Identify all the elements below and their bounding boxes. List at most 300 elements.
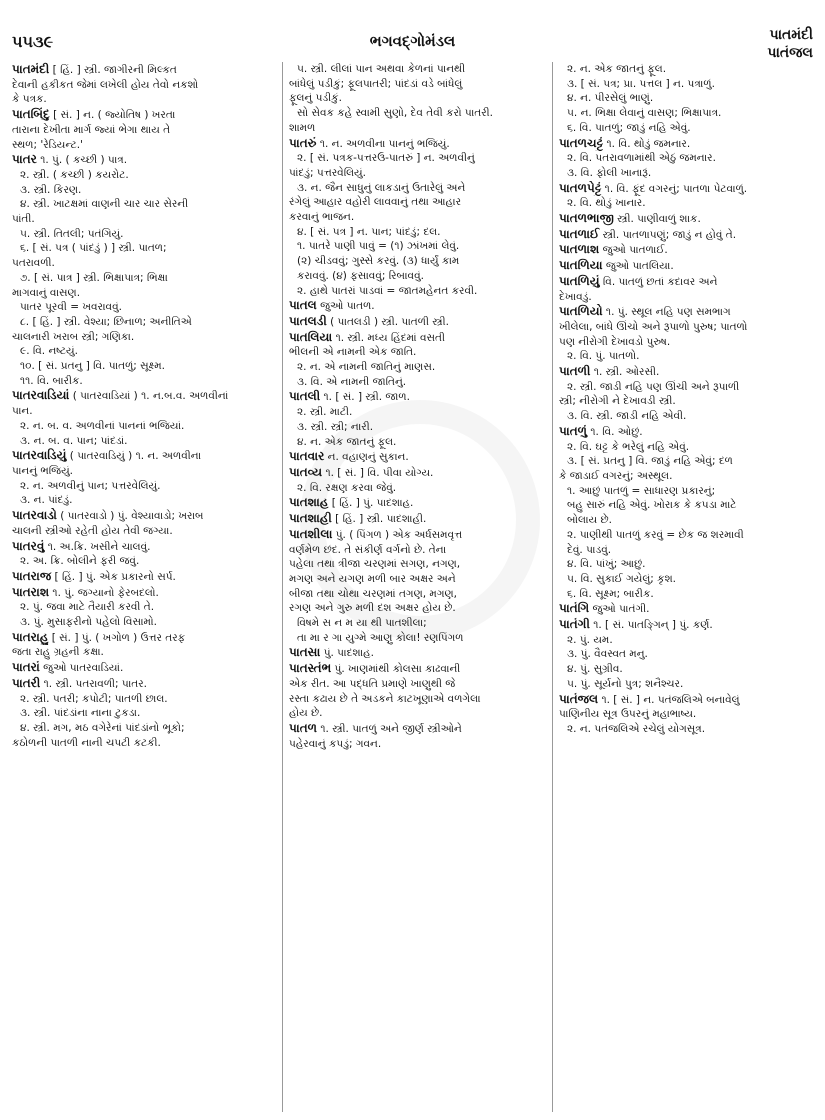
entry-line <box>12 569 274 585</box>
entry-text: જતા રાહુ ગ્રહની કક્ષા. <box>12 646 104 659</box>
definition-line <box>289 225 547 240</box>
definition-line <box>559 166 819 181</box>
definition-line <box>559 349 819 364</box>
entry-text: ૩. ન. જૈન સાધુનું લાકડાનું ઉતારેલું અને <box>297 181 466 194</box>
entry-text: ૫. સ્ત્રી. લીલાં પાન અથવા કેળનાં પાનથી <box>297 63 466 75</box>
entry-text: ૪. ન. પીરસેલું ભાણું. <box>567 92 654 105</box>
entry-line <box>559 692 819 708</box>
entry-text: કરવાનું ભાજન. <box>289 211 355 224</box>
definition-line <box>559 394 819 409</box>
definition-line <box>12 227 274 242</box>
entry-text: હોય છે. <box>289 707 323 720</box>
definition-line <box>12 241 274 256</box>
definition-line <box>12 286 274 301</box>
entry-text: ૨. ન. પતંજલિએ રચેલું યોગસૂત્ર. <box>567 722 706 735</box>
definition-line <box>289 405 547 420</box>
definition-line <box>12 330 274 345</box>
entry-text: પહેલા તથા ત્રીજા ચરણમાં સગણ, નગણ, <box>289 558 461 571</box>
headword: પાતળિયા <box>559 258 603 273</box>
entry-text: કઠોળની પાતળી નાની ચપટી કટકી. <box>12 736 161 749</box>
entry-text: ૧. વિ. ફૂંદ વગરનું; પાતળા પેટવાળું. <box>601 182 748 195</box>
entry-text: ફૂલનું પડીકું. <box>289 92 342 105</box>
definition-line <box>559 543 819 558</box>
definition-line <box>289 77 547 92</box>
entry-text: જુઓ પાતરવાડિયાં. <box>39 662 124 675</box>
entry-text: જુઓ પાતલિયા. <box>602 260 674 273</box>
headword: પાતર <box>12 152 37 167</box>
entry-text: પહેરવાનું કપડું; ગવન. <box>289 737 382 750</box>
entry-text: ૨. સ્ત્રી. પતરી; કપોટી; પાતળી છાલ. <box>20 692 168 705</box>
entry-line <box>559 211 819 227</box>
definition-line <box>289 481 547 496</box>
entry-text: ૬. વિ. પાતળું; જાડું નહિ એવું. <box>567 121 691 134</box>
entry-text: ૨. વિ. પતરાવળામાંથી એઠું જમનાર. <box>567 152 716 165</box>
headword: પાતળભાજી <box>559 211 614 226</box>
column-3 <box>552 62 819 1112</box>
entry-line <box>289 721 547 737</box>
entry-text: બાંધેલું પડીકું; ફૂલપાતરી; પાંદડાં વડે બાંધેલું <box>289 77 463 90</box>
headword: પાતલિયા <box>289 329 333 344</box>
entry-text: [ સં. ] પું. ( ખગોળ ) ઉત્તર તરફ <box>48 631 186 644</box>
headword: પાતલ <box>289 298 317 313</box>
definition-line <box>12 344 274 359</box>
definition-line <box>559 196 819 211</box>
entry-text: ૨. વિ. પું. પાતળો. <box>567 350 640 363</box>
definition-line <box>289 706 547 721</box>
definition-line <box>559 469 819 484</box>
headword: પાતંજલ <box>559 691 599 706</box>
entry-text: ભીલની એ નામની એક જાતિ. <box>289 346 417 359</box>
entry-text: ૫. પું. સૂર્યનો પુત્ર; શનૈશ્ચર. <box>567 677 684 690</box>
entry-text: ૨. ન. એ નામની જાતિનું માણસ. <box>297 361 436 374</box>
headword: પાતરી <box>12 675 41 690</box>
entry-text: (૨) ચીડવવું; ગુસ્સે કરવું. (૩) ધાર્યું કામ <box>297 255 460 268</box>
definition-line <box>12 359 274 374</box>
entry-text: બીજા તથા ચોથા ચરણમાં તગણ, મગણ, <box>289 587 458 600</box>
headword: પાતળાશ <box>559 242 600 257</box>
entry-line <box>12 660 274 676</box>
entry-text: રંગેલું આહાર વહોરી લાવવાનું તથા આહાર <box>289 196 462 209</box>
definition-line <box>12 479 274 494</box>
definition-line <box>12 212 274 227</box>
entry-line <box>12 388 274 404</box>
entry-text: ૨. પું. યમ. <box>567 633 613 646</box>
entry-line <box>289 465 547 481</box>
entry-text: શામળ <box>289 121 316 134</box>
entry-text: ૨. વિ. રક્ષણ કરવા જેવું. <box>297 481 397 494</box>
entry-line <box>559 227 819 243</box>
entry-line <box>559 304 819 320</box>
definition-line <box>559 587 819 602</box>
entry-text: ૪. વિ. પાંખું; આછું. <box>567 558 646 571</box>
entry-text: ૨. સ્ત્રી. માટી. <box>297 406 353 419</box>
entry-text: રસ્તા કઢાય છે તે અડકને કાટખૂણાએ વળગેલા <box>289 692 481 705</box>
column-1 <box>12 62 274 1112</box>
entry-line <box>289 527 547 543</box>
definition-line <box>12 404 274 419</box>
entry-text: ૫. સ્ત્રી. તિતલી; પતંગિયું. <box>20 227 124 240</box>
entry-line <box>559 601 819 617</box>
entry-text: જુઓ પાતંગી. <box>589 603 650 616</box>
entry-text: સ્ત્રી. પાતળાપણું; જાડું ન હોવું તે. <box>599 228 737 241</box>
entry-text: ( પાતલડી ) સ્ત્રી. પાતળી સ્ત્રી. <box>326 315 449 328</box>
entry-text: પાણિનીય સૂત્ર ઉપરનું મહાભાષ્ય. <box>559 708 697 721</box>
entry-text: ૫. ન. ભિક્ષા લેવાનું વાસણ; ભિક્ષાપાત્ર. <box>567 107 722 120</box>
entry-text: રગણ અને ગુરુ મળી દશ અક્ષર હોય છે. <box>289 602 456 615</box>
definition-line <box>289 239 547 254</box>
entry-text: ૨. સ્ત્રી. જાડી નહિ પણ ઊંચી અને રૂપાળી <box>567 380 740 393</box>
page-number: ૫૫૩૯ <box>12 32 54 51</box>
entry-text: ૨. ન. અળવીનું પાન; પત્તરવેલિયું. <box>20 479 161 492</box>
definition-line <box>289 195 547 210</box>
definition-line <box>559 380 819 395</box>
entry-text: ૨. વિ. ઘટ્ટ કે ભરેલું નહિ એવું. <box>567 440 690 453</box>
entry-text: ૩. વિ. સ્ત્રી. જાડી નહિ એવી. <box>567 410 687 423</box>
entry-text: પાંદડું; પત્તરવેલિયું. <box>289 166 366 179</box>
entry-text: દેખાવડું. <box>559 290 592 303</box>
definition-line <box>289 121 547 136</box>
entry-text: [ હિં. ] સ્ત્રી. પાદશાહી. <box>331 513 427 526</box>
definition-line <box>559 722 819 737</box>
entry-text: ન. વહાણનું સુકાન. <box>324 451 409 464</box>
entry-text: ૧. પાતરે પાણી પાવું = (૧) ઝાંખમાં લેવું. <box>297 240 460 253</box>
entry-text: પાન. <box>12 405 33 418</box>
definition-line <box>12 256 274 271</box>
definition-line <box>289 737 547 752</box>
entry-text: ૨. હાથે પાતરાં પાડવાં = જાતમહેનત કરવી. <box>297 284 478 297</box>
definition-line <box>12 736 274 751</box>
definition-line <box>289 375 547 390</box>
entry-line <box>12 62 274 78</box>
entry-text: ૧. વિ. ઓછું. <box>587 425 643 438</box>
entry-text: વર્ણમેળ છંદ. તે સંકીર્ણ વર્ગનો છે. તેના <box>289 543 447 556</box>
entry-text: ૩. વિ. ફોલી ખાનારૂં. <box>567 166 652 179</box>
entry-text: ૧. વિ. થોડું જમનાર. <box>603 137 691 150</box>
entry-text: ૨. સ્ત્રી. ( કચ્છી ) કયરોટ. <box>20 168 129 181</box>
definition-line <box>289 91 547 106</box>
entry-text: કરાવવું. (૪) ફસાવવું; રિબાવવું. <box>297 269 424 282</box>
entry-text: તા મા ર ગા યુગ્મે આણુ કોલા! રણપિંગળ <box>297 631 464 644</box>
definition-line <box>559 290 819 305</box>
entry-text: ૧. આછું પાતળું = સાધારણ પ્રકારનું; <box>567 484 716 497</box>
headword: પાતવ્ય <box>289 464 323 479</box>
entry-text: ૨. [ સં. પત્રક-પત્તરઉં-પાતરું ] ન. અળવીનું <box>297 152 475 165</box>
headword: પાતરાં <box>12 660 40 675</box>
headword: પાતરવું <box>12 538 45 553</box>
entry-text: ૧. [ સં. ] ન. પતંજલિએ બનાવેલું <box>598 693 740 706</box>
entry-text: ૧. [ સં. ] વિ. પીવા યોગ્ય. <box>322 466 434 479</box>
definition-line <box>559 633 819 648</box>
entry-text: ૨. પું. જવા માટે તૈયારી કરવી તે. <box>20 601 155 614</box>
guide-words <box>767 26 813 62</box>
entry-line <box>12 539 274 555</box>
definition-line <box>289 631 547 646</box>
entry-text: ૧. પું. ( કચ્છી ) પાત્ર. <box>36 154 128 167</box>
entry-text: [ સં. ] ન. ( જ્યોતિષ ) ખરતા <box>49 109 176 122</box>
headword: પાતળી <box>559 364 591 379</box>
definition-line <box>559 320 819 335</box>
entry-text: [ હિં. ] સ્ત્રી. જાગીરની મિલ્કત <box>49 64 177 76</box>
entry-text: દેવાની હકીકત જેમાં લખેલી હોય તેવો નકશો <box>12 78 199 91</box>
entry-line <box>559 364 819 380</box>
entry-line <box>12 152 274 168</box>
definition-line <box>12 615 274 630</box>
entry-line <box>289 330 547 346</box>
entry-text: વિ. પાતળું છતાં કદાવર અને <box>599 275 718 288</box>
entry-text: ૧. સ્ત્રી. પતરાવળી; પાતર. <box>40 677 148 690</box>
headword: પાતશાહ <box>289 495 329 510</box>
entry-line <box>12 448 274 464</box>
entry-line <box>289 661 547 677</box>
entry-text: પાતર પૂરવી = ખવરાવવું. <box>20 301 122 314</box>
headword: પાતલી <box>289 389 321 404</box>
entry-text: જુઓ પાતળાઈ. <box>599 244 668 257</box>
entry-text: એક રીત. આ પદ્ધતિ પ્રમાણે ખાણુથી જે <box>289 677 456 690</box>
headword: પાતળિયો <box>559 304 603 319</box>
entry-line <box>12 508 274 524</box>
entry-line <box>12 107 274 123</box>
definition-line <box>12 374 274 389</box>
definition-line <box>559 557 819 572</box>
headword: પાતંગી <box>559 617 590 632</box>
entry-text: ૯. વિ. નષ્ટયું. <box>20 345 78 358</box>
entry-text: ૬. વિ. સૂક્ષ્મ; બારીક. <box>567 587 654 600</box>
entry-line <box>289 298 547 314</box>
entry-text: ૨. પાણીથી પાતળું કરવું = છેક જ શરમાવી <box>567 528 744 541</box>
entry-text: ૧. પું. જગ્યાનો ફેરબદલો. <box>49 586 159 599</box>
definition-line <box>289 210 547 225</box>
entry-text: [ હિં. ] પું. પાદશાહ. <box>328 497 414 510</box>
entry-text: કે જાડાઈ વગરનું; અસ્થૂલ. <box>559 469 673 482</box>
entry-text: મગણ અને યગણ મળી બાર અક્ષર અને <box>289 572 456 585</box>
definition-line <box>559 454 819 469</box>
definition-line <box>289 587 547 602</box>
definition-line <box>12 692 274 707</box>
entry-text: ૨. ન. બ. વ. અળવીનાં પાનનાં ભજિયાં. <box>20 419 185 432</box>
entry-text: ૩. સ્ત્રી. સ્ત્રી; નારી. <box>297 420 374 433</box>
entry-line <box>559 181 819 197</box>
entry-text: ૩. સ્ત્રી. પાંદડાંના નાના ટુકડા. <box>20 707 141 720</box>
entry-text: જુઓ પાતળ. <box>316 300 375 313</box>
definition-line <box>12 721 274 736</box>
entry-text: ૧. [ સં. ] સ્ત્રી. જાળ. <box>320 391 410 404</box>
definition-line <box>559 106 819 121</box>
definition-line <box>12 524 274 539</box>
definition-line <box>289 166 547 181</box>
entry-text: ૩. સ્ત્રી. કિરણ. <box>20 183 82 196</box>
definition-line <box>289 692 547 707</box>
entry-text: ૧. સ્ત્રી. મધ્ય હિંદમાં વસતી <box>332 331 445 344</box>
entry-text: બોલાય છે. <box>567 514 612 527</box>
definition-line <box>12 493 274 508</box>
entry-text: ( પાતરવાડિયું ) ૧. ન. અળવીના <box>66 450 202 463</box>
entry-text: ૫. વિ. સુકાઈ ગયેલું; કૃશ. <box>567 572 677 585</box>
entry-text: ૪. ન. એક જાતનું ફૂલ. <box>297 435 397 448</box>
entry-line <box>559 617 819 633</box>
entry-line <box>289 495 547 511</box>
entry-text: ૧. સ્ત્રી. ઓરસી. <box>590 366 660 379</box>
entry-text: ૧. અ.ક્રિ. ખસીને ચાલવું. <box>44 540 151 553</box>
headword: પાતવાર <box>289 449 325 464</box>
entry-text: ૮. [ હિં. ] સ્ત્રી. વેશ્યા; છિનાળ; અનીતિએ <box>20 315 192 328</box>
definition-line <box>12 419 274 434</box>
entry-line <box>559 258 819 274</box>
entry-text: સો સેવક કહે સ્વામી સુણો, દેવ તેવી કરો પાતરી. <box>297 107 494 120</box>
definition-line <box>289 151 547 166</box>
definition-line <box>559 409 819 424</box>
definition-line <box>559 572 819 587</box>
definition-line <box>289 254 547 269</box>
dictionary-columns <box>12 62 818 1112</box>
headword: પાતબિંદુ <box>12 107 50 122</box>
entry-text: ૧. [ સં. પાતઙ્ગિન્ ] પું. કર્ણ. <box>589 619 713 632</box>
entry-text: ૨. ન. એક જાતનું ફૂલ. <box>567 63 667 75</box>
definition-line <box>12 92 274 107</box>
definition-line <box>12 123 274 138</box>
column-2 <box>282 62 547 1112</box>
headword: પાતમંદી <box>12 62 50 76</box>
definition-line <box>559 121 819 136</box>
headword: પાતરવાડો <box>12 508 57 523</box>
definition-line <box>559 707 819 722</box>
definition-line <box>12 300 274 315</box>
entry-text: વિષમે સ ન મ યા થી પાતશીલા; <box>297 617 427 630</box>
entry-text: ( પાતરવાડો ) પું. વેશ્યાવાડો; ખરાબ <box>56 510 204 523</box>
headword: પાતશાહી <box>289 511 332 526</box>
entry-text: પું. ( પિંગળ ) એક અર્ધસમવૃત્ત <box>332 528 463 541</box>
entry-text: ૭. [ સં. પાત્ર ] સ્ત્રી. ભિક્ષાપાત્ર; ભિક્ષા <box>20 271 168 284</box>
headword: પાતલડી <box>289 313 327 328</box>
definition-line <box>12 434 274 449</box>
definition-line <box>289 543 547 558</box>
headword: પાતળાઈ <box>559 226 600 241</box>
entry-text: ૩. ન. બ. વ. પાન; પાંદડાં. <box>20 434 128 447</box>
definition-line <box>559 77 819 92</box>
definition-line <box>289 106 547 121</box>
definition-line <box>12 138 274 153</box>
headword: પાતસા <box>289 645 321 660</box>
entry-line <box>559 274 819 290</box>
entry-text: પાનનું ભજિયું. <box>12 464 74 477</box>
entry-text: ૩. [ સં. પ્રતનુ ] વિ. જાડું નહિ એવું; દળ <box>567 455 733 468</box>
entry-text: પાંતી. <box>12 213 35 226</box>
headword: પાતરાશ <box>12 584 50 599</box>
entry-line <box>289 511 547 527</box>
definition-line <box>289 616 547 631</box>
entry-text: ૩. વિ. એ નામની જાતિનું. <box>297 375 407 388</box>
entry-text: ૪. પું. સુગ્રીવ. <box>567 663 623 676</box>
entry-text: ખીલેલા, બાંધે ઊંચો અને રૂપાળો પુરુષ; પાતળો <box>559 320 748 333</box>
entry-text: પું. ખાણમાંથી કોલસા કાઢવાની <box>331 663 461 676</box>
entry-line <box>289 314 547 330</box>
entry-text: ૨. અ. ક્રિ. બોલીને ફરી જવું. <box>20 555 140 568</box>
definition-line <box>289 269 547 284</box>
definition-line <box>12 600 274 615</box>
entry-text: સ્થળ; 'રેડિયન્ટ.' <box>12 138 83 151</box>
headword: પાતરાહુ <box>12 629 49 644</box>
entry-text: ચાલનારી ખરાબ સ્ત્રી; ગણિકા. <box>12 330 135 343</box>
entry-line <box>12 676 274 692</box>
entry-text: ૧૧. વિ. બારીક. <box>20 374 83 387</box>
definition-line <box>559 484 819 499</box>
entry-line <box>289 136 547 152</box>
headword: પાતળચટ્ટું <box>559 135 604 150</box>
definition-line <box>289 345 547 360</box>
entry-text: પું. પાદશાહ. <box>320 647 374 660</box>
entry-text: ( પાતરવાડિયાં ) ૧. ન.બ.વ. અળવીનાં <box>69 390 229 403</box>
headword: પાતંગિ <box>559 601 590 616</box>
page-header <box>0 0 825 61</box>
headword: પાતશીલા <box>289 526 333 541</box>
definition-line <box>289 677 547 692</box>
entry-text: [ હિં. ] પું. એક પ્રકારનો સર્પ. <box>51 570 176 583</box>
entry-text: ૨. વિ. થોડું ખાનાર. <box>567 197 646 210</box>
definition-line <box>12 464 274 479</box>
entry-line <box>289 449 547 465</box>
definition-line <box>559 662 819 677</box>
definition-line <box>559 513 819 528</box>
definition-line <box>12 183 274 198</box>
definition-line <box>12 315 274 330</box>
definition-line <box>12 271 274 286</box>
entry-line <box>289 389 547 405</box>
definition-line <box>289 181 547 196</box>
entry-text: ૩. [ સં. પત્ર; પ્રા. પત્તલ ] ન. પત્રાળું. <box>567 77 715 90</box>
entry-text: માગવાનું વાસણ. <box>12 286 81 299</box>
entry-line <box>289 645 547 661</box>
headword: પાતરવાડિયું <box>12 448 67 463</box>
entry-text: પણ નીરોગી દેખાવડો પુરુષ. <box>559 335 671 348</box>
entry-text: બહુ સારું નહિ એવું. ખોરાક કે કપડા માટે <box>567 499 737 512</box>
definition-line <box>289 557 547 572</box>
definition-line <box>559 647 819 662</box>
entry-text: ૩. ન. પાંદડું. <box>20 494 73 507</box>
entry-text: ૩. પું. વૈવસ્વત મનુ. <box>567 648 648 661</box>
definition-line <box>559 498 819 513</box>
entry-text: કે પત્રક. <box>12 93 47 106</box>
entry-text: દેવું. પાડવું. <box>567 543 612 556</box>
entry-text: ૧. સ્ત્રી. પાતળું અને જીર્ણ સ્ત્રીઓને <box>317 722 462 735</box>
headword: પાતળ <box>289 720 318 735</box>
headword: પાતળિયું <box>559 273 600 288</box>
definition-line <box>289 601 547 616</box>
entry-text: પતરાવળી. <box>12 257 55 270</box>
definition-line <box>289 420 547 435</box>
entry-text: સ્ત્રી; નીરોગી ને દેખાવડી સ્ત્રી. <box>559 395 676 408</box>
headword: પાતળું <box>559 423 588 438</box>
headword: પાતરાજ <box>12 568 52 583</box>
definition-line <box>12 554 274 569</box>
entry-text: તારાના દેખીતા માર્ગ જ્યાં ભેગા થાય તે <box>12 123 171 136</box>
entry-line <box>559 136 819 152</box>
definition-line <box>12 197 274 212</box>
definition-line <box>289 62 547 77</box>
entry-line <box>12 630 274 646</box>
headword: પાતરું <box>289 135 317 150</box>
entry-text: ૬. [ સં. પત્ર ( પાંદડું ) ] સ્ત્રી. પાતળ; <box>20 242 167 255</box>
definition-line <box>12 645 274 660</box>
entry-line <box>559 424 819 440</box>
headword: પાતરવાડિયાં <box>12 388 70 403</box>
definition-line <box>559 528 819 543</box>
definition-line <box>12 706 274 721</box>
definition-line <box>289 435 547 450</box>
guide-word-first: પાતમંદી <box>769 27 813 43</box>
entry-text: ૧. ન. અળવીના પાનનું ભજિયું. <box>316 137 450 150</box>
dictionary-title: ભગવદ્ગોમંડલ <box>369 32 456 50</box>
definition-line <box>559 151 819 166</box>
entry-text: ૪. સ્ત્રી. ખાટક્ષમાં વાણની ચાર ચાર સેરની <box>20 198 189 211</box>
